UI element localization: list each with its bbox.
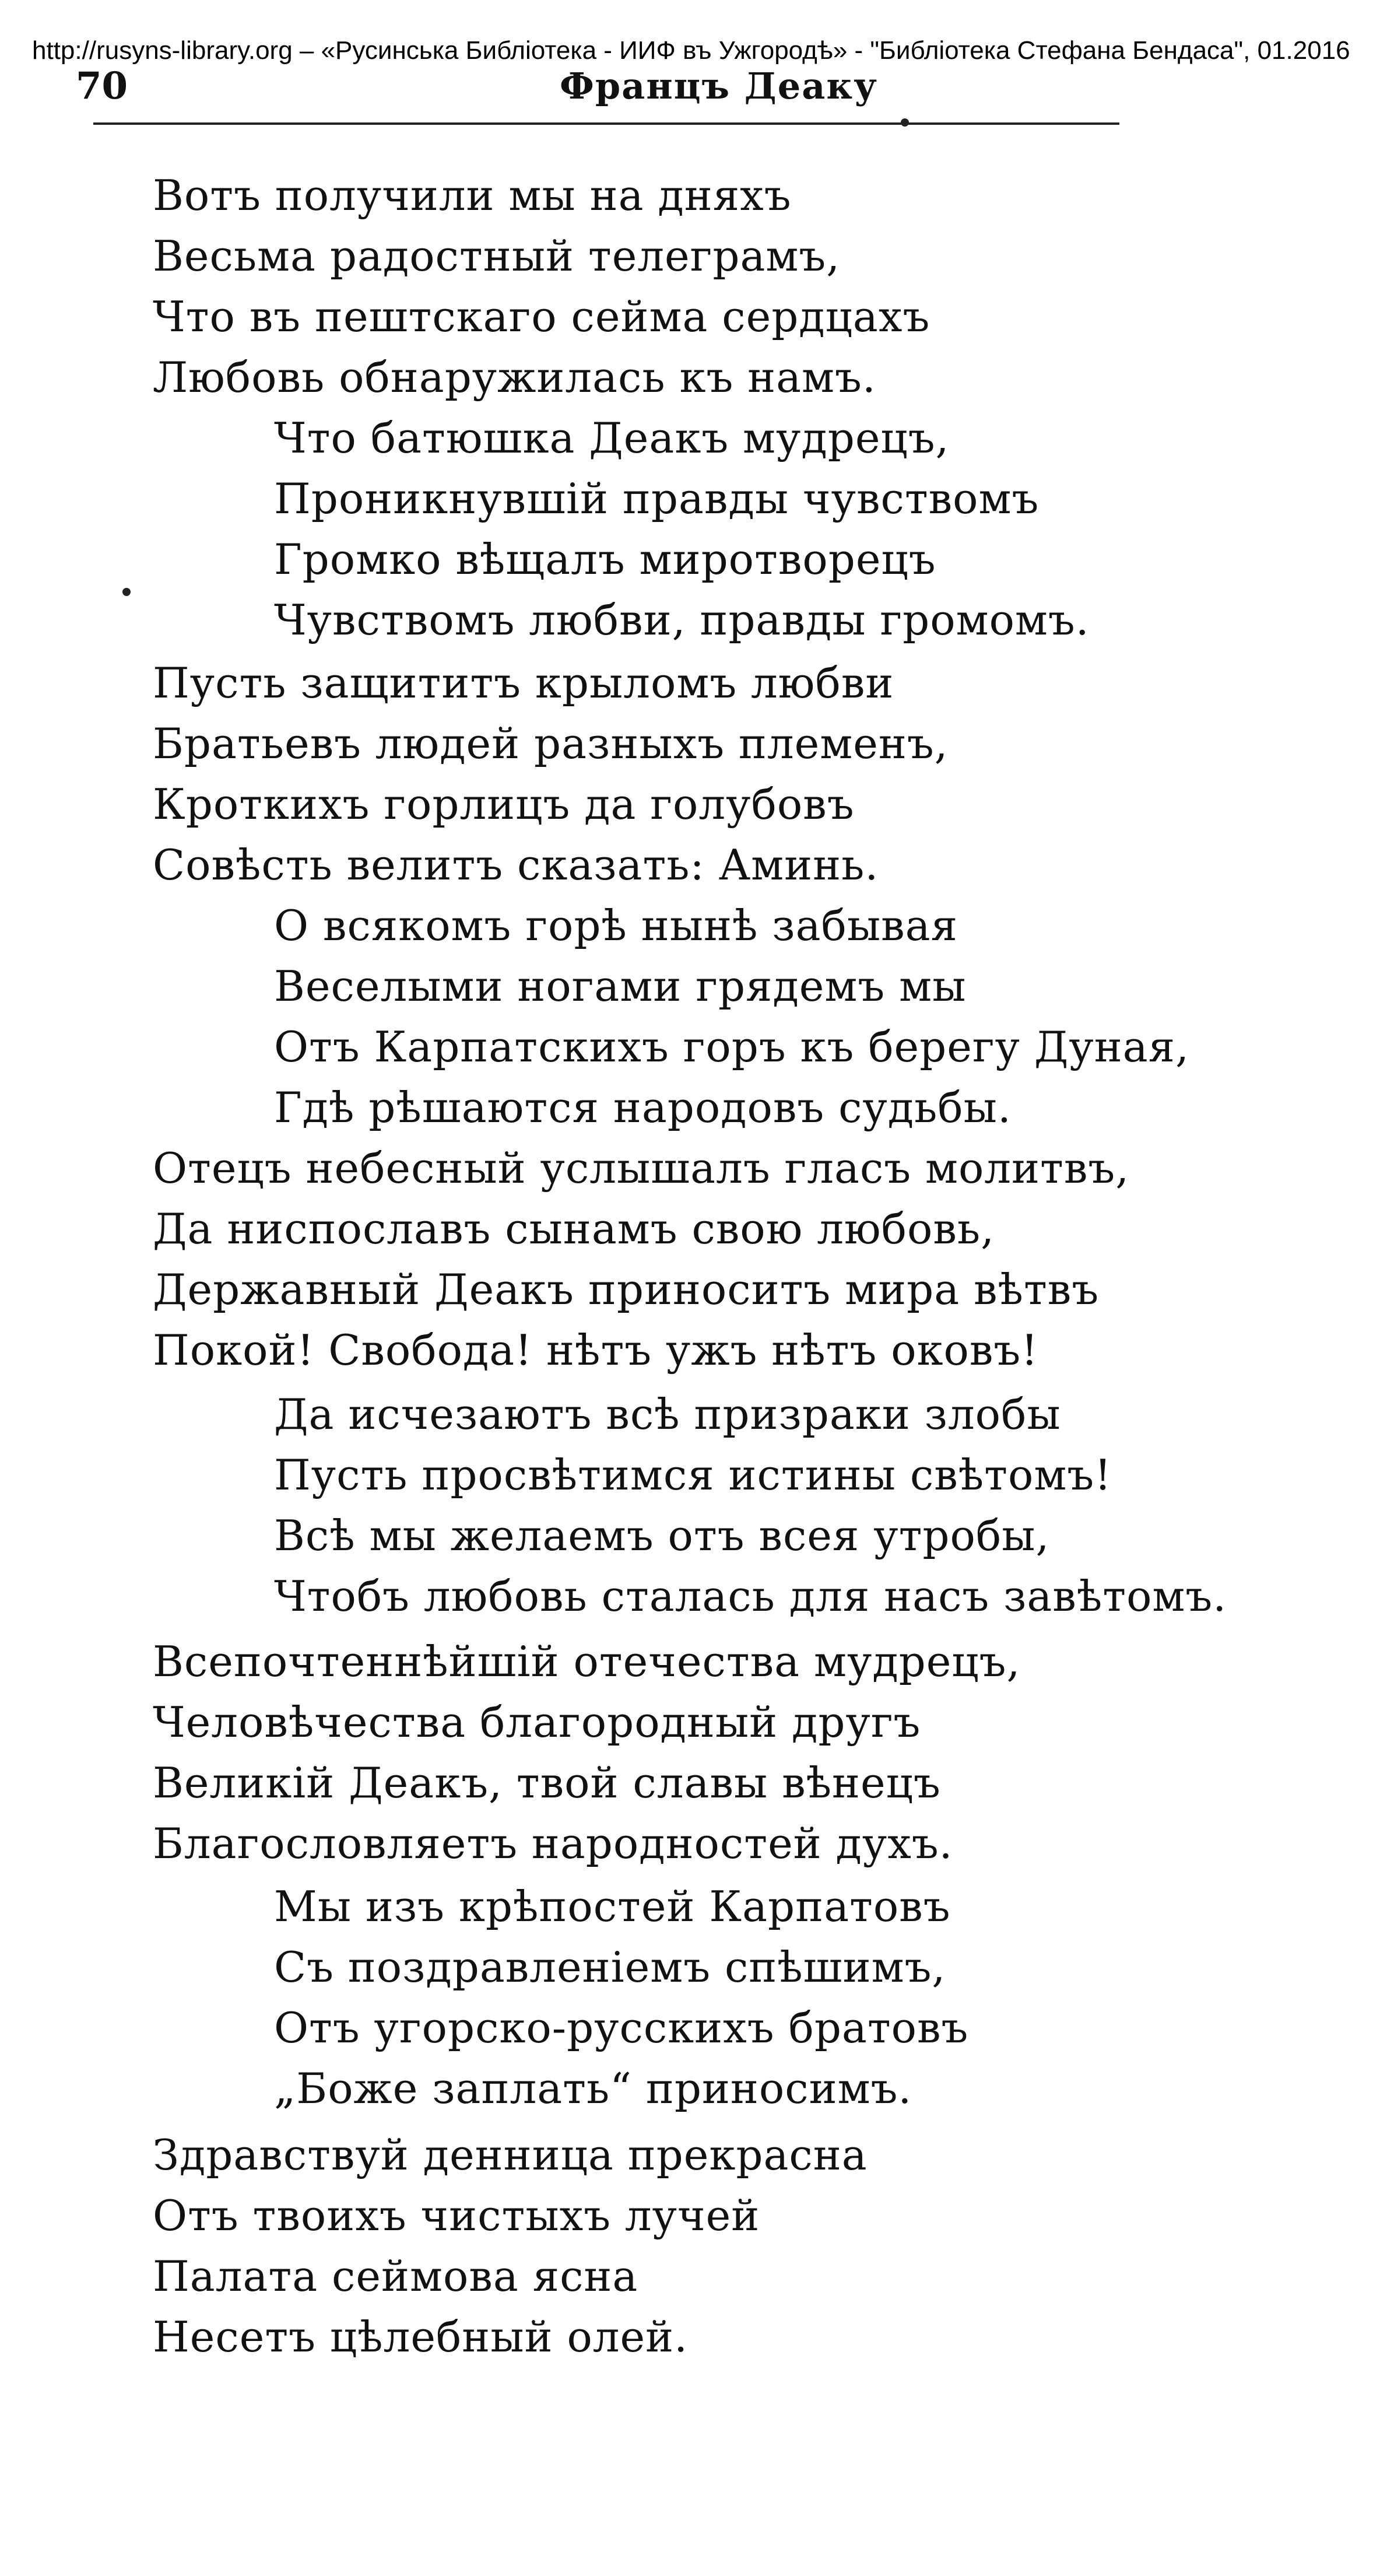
poem-line: Мы изъ крѣпостей Карпатовъ	[274, 1882, 951, 1931]
poem-line: Чтобъ любовь сталась для насъ завѣтомъ.	[274, 1572, 1227, 1621]
poem-line: Веселыми ногами грядемъ мы	[274, 962, 967, 1011]
poem-line: О всякомъ горѣ нынѣ забывая	[274, 901, 958, 950]
poem-line: Великій Деакъ, твой славы вѣнецъ	[153, 1758, 941, 1807]
poem-line: Вотъ получили мы на дняхъ	[153, 171, 792, 220]
poem-line: Любовь обнаружилась къ намъ.	[153, 353, 876, 402]
poem-line: Да исчезаютъ всѣ призраки злобы	[274, 1390, 1061, 1439]
poem-line: Съ поздравленіемъ спѣшимъ,	[274, 1943, 946, 1992]
poem-line: Братьевъ людей разныхъ племенъ,	[153, 719, 949, 768]
source-url-line: http://rusyns-library.org – «Русинська Библіотека - ИИФ въ Ужгородѣ» - "Библіотека Стефана Бендаса", 01.2016	[32, 36, 1350, 65]
poem-line: Чувствомъ любви, правды громомъ.	[274, 595, 1090, 644]
poem-line: Здравствуй денница прекрасна	[153, 2130, 868, 2179]
poem-line: Что батюшка Деакъ мудрецъ,	[274, 413, 950, 462]
poem-line: Пусть защититъ крыломъ любви	[153, 658, 894, 707]
running-title: Францъ Деаку	[560, 65, 878, 107]
poem-line: Кроткихъ горлицъ да голубовъ	[153, 780, 855, 829]
poem-line: Человѣчества благородный другъ	[153, 1698, 921, 1747]
poem-line: Совѣсть велитъ сказать: Аминь.	[153, 840, 879, 889]
poem-line: Палата сеймова ясна	[153, 2252, 638, 2301]
poem-line: Что въ пештскаго сейма сердцахъ	[153, 292, 930, 341]
poem-line: Отецъ небесный услышалъ гласъ молитвъ,	[153, 1144, 1130, 1193]
poem-line: Благословляетъ народностей духъ.	[153, 1819, 953, 1868]
poem-line: Громко вѣщалъ миротворецъ	[274, 535, 936, 584]
poem-line: Да ниспославъ сынамъ свою любовь,	[153, 1204, 995, 1253]
poem-line: Проникнувшій правды чувствомъ	[274, 474, 1040, 523]
poem-line: Отъ Карпатскихъ горъ къ берегу Дуная,	[274, 1022, 1189, 1071]
poem-line: Покой! Свобода! нѣтъ ужъ нѣтъ оковъ!	[153, 1326, 1039, 1375]
poem-line: Гдѣ рѣшаются народовъ судьбы.	[274, 1083, 1012, 1132]
poem-line: Отъ твоихъ чистыхъ лучей	[153, 2191, 760, 2240]
poem-line: „Боже заплать“ приносимъ.	[274, 2064, 912, 2113]
page-number: 70	[76, 64, 128, 108]
poem-line: Весьма радостный телеграмъ,	[153, 232, 841, 281]
poem-line: Отъ угорско-русскихъ братовъ	[274, 2003, 969, 2052]
poem-line: Всѣ мы желаемъ отъ всея утробы,	[274, 1511, 1050, 1560]
poem-line: Пусть просвѣтимся истины свѣтомъ!	[274, 1450, 1112, 1499]
poem-line: Всепочтеннѣйшій отечества мудрецъ,	[153, 1637, 1021, 1686]
poem-line: Несетъ цѣлебный олей.	[153, 2312, 689, 2361]
poem-line: Державный Деакъ приноситъ мира вѣтвъ	[153, 1265, 1100, 1314]
